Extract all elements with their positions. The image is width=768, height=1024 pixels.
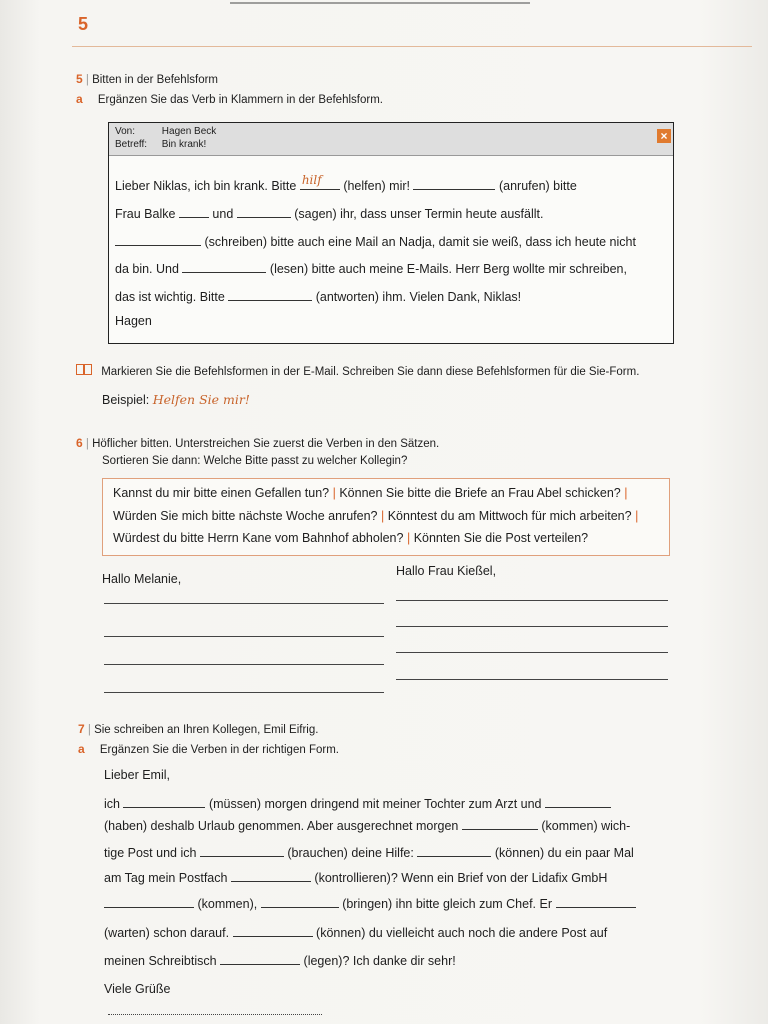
email-text: und: [212, 207, 234, 221]
email-text: (schreiben) bitte auch eine Mail an Nadja, damit sie weiß, dass ich heute nicht: [204, 235, 636, 249]
letter-closing: Viele Grüße: [104, 982, 171, 996]
handwritten-answer: hilf: [301, 173, 322, 187]
email-text: Frau Balke: [115, 207, 176, 221]
letter-text: (können) du vielleicht auch noch die andere Post auf: [316, 926, 608, 940]
answer-blank[interactable]: [233, 924, 313, 937]
subject-label: Betreff:: [115, 139, 148, 150]
email-line-5: [115, 288, 521, 304]
email-text: (helfen) mir!: [343, 179, 410, 193]
answer-blank[interactable]: [220, 952, 300, 965]
letter-text: am Tag mein Postfach: [104, 871, 228, 885]
letter-text: (müssen) morgen dringend mit meiner Tochter zum Arzt und: [208, 797, 542, 811]
answer-blank[interactable]: [556, 895, 636, 908]
sentence[interactable]: Würdest du bitte Herrn Kane vom Bahnhof abholen?: [113, 531, 404, 545]
signature-line[interactable]: [108, 1014, 322, 1015]
exercise-7-number: 7: [78, 722, 85, 736]
example-line: [102, 392, 250, 407]
letter-text: (kommen),: [197, 897, 258, 911]
answer-blank[interactable]: [462, 817, 538, 830]
answer-blank[interactable]: [417, 844, 491, 857]
letter-text: (bringen) ihn bitte gleich zum Chef. Er: [342, 897, 553, 911]
exercise-5-number: 5: [76, 72, 83, 86]
answer-blank[interactable]: [413, 177, 495, 190]
exercise-5b: [76, 364, 639, 378]
exercise-6-number: 6: [76, 436, 83, 450]
sentence[interactable]: Kannst du mir bitte einen Gefallen tun?: [113, 486, 330, 500]
header-rule: [72, 46, 752, 47]
letter-text: (können) du ein paar Mal: [494, 846, 634, 860]
exercise-5a-label: a: [76, 92, 83, 106]
letter-text: (kommen) wich-: [541, 819, 631, 833]
chapter-number: 5: [78, 14, 89, 34]
email-text: (lesen) bitte auch meine E-Mails. Herr Berg wollte mir schreiben,: [269, 262, 627, 276]
answer-blank[interactable]: [115, 233, 201, 246]
writing-line[interactable]: [104, 603, 384, 604]
book-icon: [76, 364, 92, 375]
sentence-box: [102, 478, 670, 556]
exercise-7-title: Sie schreiben an Ihren Kollegen, Emil Eifrig.: [94, 724, 319, 736]
sentence-line-3: [113, 531, 588, 545]
email-text: das ist wichtig. Bitte: [115, 290, 225, 304]
email-line-1: [115, 173, 577, 193]
sentence[interactable]: Könnten Sie die Post verteilen?: [413, 531, 589, 545]
letter-text: meinen Schreibtisch: [104, 954, 217, 968]
email-signature: Hagen: [115, 314, 152, 328]
subject-value: Bin krank!: [161, 139, 207, 150]
separator: |: [332, 486, 336, 500]
answer-blank[interactable]: [261, 895, 339, 908]
letter-text: (brauchen) deine Hilfe:: [287, 846, 414, 860]
email-text: da bin. Und: [115, 262, 179, 276]
separator: |: [406, 531, 411, 545]
sentence-line-1: [113, 486, 628, 500]
separator: |: [635, 509, 639, 523]
answer-blank[interactable]: [237, 205, 291, 218]
writing-line[interactable]: [396, 679, 668, 680]
sentence[interactable]: Würden Sie mich bitte nächste Woche anrufen?: [113, 509, 378, 523]
letter-text: (haben) deshalb Urlaub genommen. Aber ausgerechnet morgen: [104, 819, 459, 833]
answer-blank[interactable]: [228, 288, 312, 301]
separator: |: [624, 486, 628, 500]
exercise-5-title: Bitten in der Befehlsform: [92, 74, 218, 86]
writing-line[interactable]: [104, 636, 384, 637]
letter-text: (warten) schon darauf.: [104, 926, 230, 940]
letter-line-5: [104, 895, 636, 911]
writing-line[interactable]: [104, 664, 384, 665]
email-line-2: [115, 205, 543, 221]
exercise-5b-instruction: Markieren Sie die Befehlsformen in der E-Mail. Schreiben Sie dann diese Befehlsformen für die Sie-Form.: [101, 366, 640, 378]
email-window: [108, 122, 674, 344]
letter-text: ich: [104, 797, 120, 811]
letter-text: tige Post und ich: [104, 846, 197, 860]
exercise-6-instruction-1: Höflicher bitten. Unterstreichen Sie zuerst die Verben in den Sätzen.: [92, 438, 440, 450]
sentence[interactable]: Können Sie bitte die Briefe an Frau Abel schicken?: [339, 486, 621, 500]
answer-blank[interactable]: [182, 260, 266, 273]
email-text: (anrufen) bitte: [498, 179, 577, 193]
sentence[interactable]: Könntest du am Mittwoch für mich arbeiten?: [387, 509, 632, 523]
sentence-line-2: [113, 509, 638, 523]
writing-line[interactable]: [396, 600, 668, 601]
letter-text: (kontrollieren)? Wenn ein Brief von der Lidafix GmbH: [314, 871, 608, 885]
writing-line[interactable]: [396, 652, 668, 653]
email-text: Lieber Niklas, ich bin krank. Bitte: [115, 179, 297, 193]
exercise-7a-label: a: [78, 742, 85, 756]
example-label: Beispiel:: [102, 393, 150, 407]
email-line-3: [115, 233, 636, 249]
letter-greeting: Lieber Emil,: [104, 768, 170, 782]
exercise-6-instruction-2: Sortieren Sie dann: Welche Bitte passt zu welcher Kollegin?: [102, 455, 408, 467]
writing-line[interactable]: [396, 626, 668, 627]
answer-blank[interactable]: [231, 869, 311, 882]
greeting-kiessel: Hallo Frau Kießel,: [396, 564, 497, 578]
example-answer: Helfen Sie mir!: [152, 392, 250, 407]
answer-blank[interactable]: [123, 795, 205, 808]
exercise-6-header: 6 | Höflicher bitten. Unterstreichen Sie zuerst die Verben in den Sätzen.: [76, 436, 440, 450]
answer-blank[interactable]: [545, 795, 611, 808]
email-text: (sagen) ihr, dass unser Termin heute ausfällt.: [294, 207, 544, 221]
email-text: (antworten) ihm. Vielen Dank, Niklas!: [315, 290, 522, 304]
answer-blank[interactable]: [179, 205, 209, 218]
letter-line-4: [104, 869, 607, 885]
exercise-7a: [78, 742, 339, 756]
email-line-4: [115, 260, 627, 276]
exercise-5-header: 5 | Bitten in der Befehlsform: [76, 72, 218, 86]
exercise-5a-instruction: Ergänzen Sie das Verb in Klammern in der Befehlsform.: [97, 94, 383, 106]
exercise-7-header: 7 | Sie schreiben an Ihren Kollegen, Emil Eifrig.: [78, 722, 319, 736]
answer-blank[interactable]: [104, 895, 194, 908]
separator: |: [380, 509, 385, 523]
exercise-5a: [76, 92, 383, 106]
greeting-melanie: Hallo Melanie,: [102, 572, 182, 586]
from-value: Hagen Beck: [161, 126, 217, 137]
letter-line-3: [104, 844, 634, 860]
writing-line[interactable]: [104, 692, 384, 693]
answer-blank[interactable]: [200, 844, 284, 857]
letter-line-7: [104, 952, 456, 968]
letter-text: (legen)? Ich danke dir sehr!: [303, 954, 456, 968]
exercise-7a-instruction: Ergänzen Sie die Verben in der richtigen Form.: [99, 744, 339, 756]
from-label: Von:: [115, 126, 136, 137]
email-header: [109, 123, 673, 156]
letter-line-1: [104, 795, 611, 811]
page-top-rule: [230, 2, 530, 4]
close-icon[interactable]: ×: [657, 129, 671, 143]
letter-line-2: [104, 817, 630, 833]
letter-line-6: [104, 924, 607, 940]
answer-blank[interactable]: [300, 173, 340, 190]
